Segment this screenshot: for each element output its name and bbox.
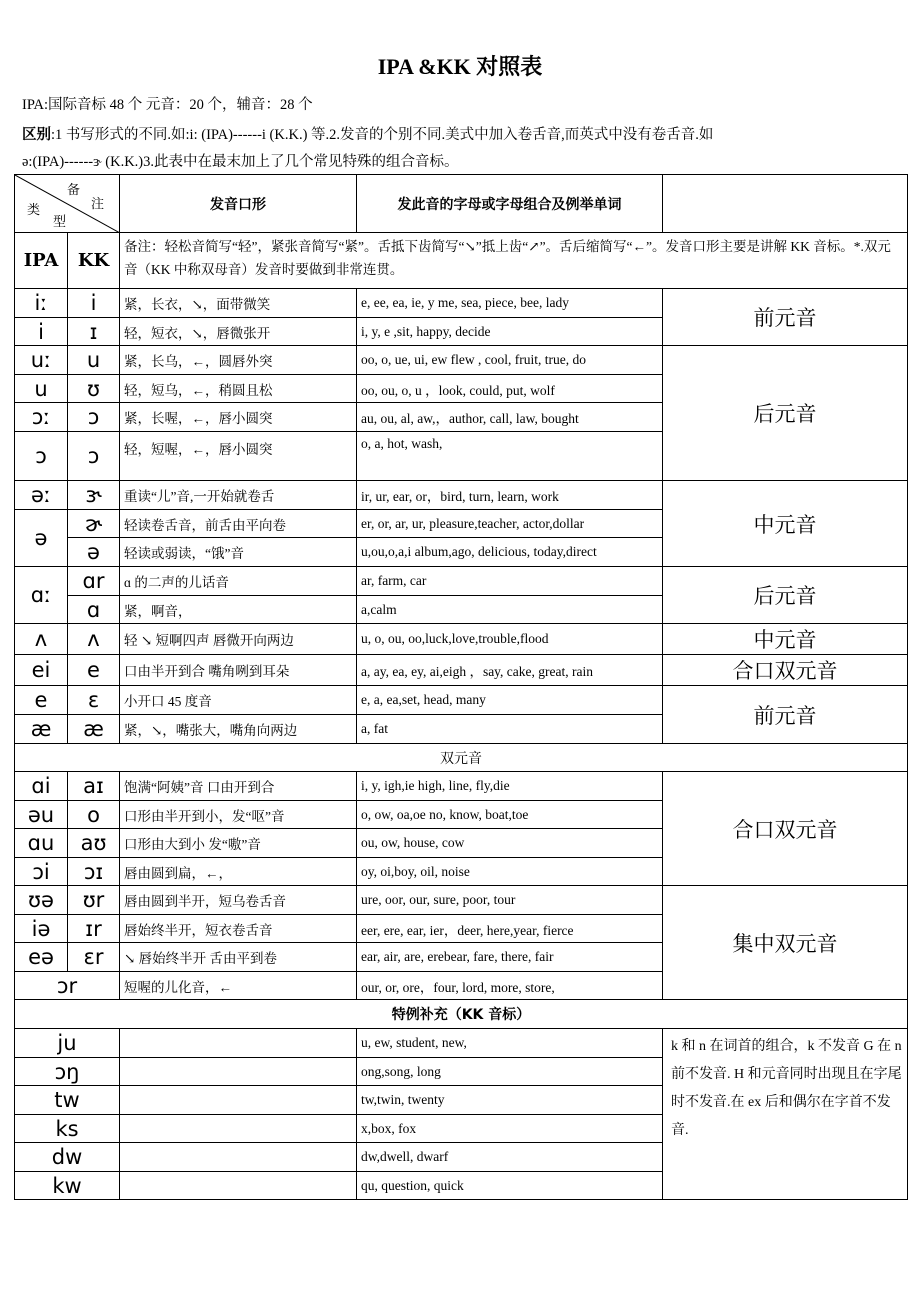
table-row	[15, 481, 908, 510]
ipa-symbol: u	[15, 375, 68, 403]
examples: au, ou, al, aw,，author, call, law, bought	[357, 403, 663, 432]
ipa-symbol: əu	[15, 801, 68, 829]
mouth-desc: 轻，短乌，←，稍圆且松	[120, 375, 357, 403]
ipa-symbol: iː	[15, 289, 68, 318]
mouth-desc: 紧，↘，嘴张大，嘴角向两边	[120, 715, 357, 744]
table-row	[15, 772, 908, 801]
mouth-desc	[120, 1086, 357, 1115]
examples: i, y, igh,ie high, line, fly,die	[357, 772, 663, 801]
header-row	[15, 175, 908, 233]
kk-symbol: ju	[15, 1029, 120, 1058]
kk-header: KK	[68, 233, 120, 289]
examples: oo, ou, o, u ，look, could, put, wolf	[357, 375, 663, 403]
examples: oy, oi,boy, oil, noise	[357, 858, 663, 886]
intro-line-2	[22, 126, 902, 144]
mouth-desc: 紧，啊音，	[120, 596, 357, 624]
examples: a, ay, ea, ey, ai,eigh ，say, cake, great, rain	[357, 655, 663, 686]
examples: qu, question, quick	[357, 1172, 663, 1200]
kk-symbol: ɪ	[68, 318, 120, 346]
examples: u, o, ou, oo,luck,love,trouble,flood	[357, 624, 663, 655]
examples: our, or, ore，four, lord, more, store,	[357, 972, 663, 1000]
ipa-header: IPA	[15, 233, 68, 289]
table-row	[15, 346, 908, 375]
examples: tw,twin, twenty	[357, 1086, 663, 1115]
col-examples-header: 发此音的字母或字母组合及例举单词	[357, 175, 663, 233]
kk-symbol: ɔ	[68, 432, 120, 481]
examples: ar, farm, car	[357, 567, 663, 596]
ipa-symbol: ei	[15, 655, 68, 686]
kk-symbol: ə	[68, 538, 120, 567]
mouth-desc: 轻 ↘ 短啊四声 唇微开向两边	[120, 624, 357, 655]
mouth-desc: 口由半开到合 嘴角咧到耳朵	[120, 655, 357, 686]
mouth-desc: 轻，短喔，←，唇小圆突	[120, 432, 357, 481]
ipa-symbol: ə	[15, 510, 68, 567]
mouth-desc: 轻读卷舌音，前舌由平向卷	[120, 510, 357, 538]
category-closing: 合口双元音	[663, 772, 908, 886]
examples: oo, o, ue, ui, ew flew , cool, fruit, true, do	[357, 346, 663, 375]
kk-symbol: ɛ	[68, 686, 120, 715]
note-text: 备注：轻松音简写“轻”，紧张音简写“紧”。舌抵下齿简写“↘”抵上齿“↗”。舌后缩简写“←”。发音口形主要是讲解 KK 音标。*.双元音（KK 中称双母音）发音时要做到非常连贯。	[120, 233, 908, 289]
ipa-symbol: iə	[15, 915, 68, 943]
ipa-symbol: ɑi	[15, 772, 68, 801]
kk-symbol: ɑr	[68, 567, 120, 596]
ipa-symbol: eə	[15, 943, 68, 972]
mouth-desc: 小开口 45 度音	[120, 686, 357, 715]
diphthong-title: 双元音	[15, 744, 908, 772]
examples: x,box, fox	[357, 1115, 663, 1143]
ipa-symbol: ɑː	[15, 567, 68, 624]
kk-symbol: ks	[15, 1115, 120, 1143]
kk-symbol: ɪr	[68, 915, 120, 943]
kk-symbol: e	[68, 655, 120, 686]
table-row	[15, 655, 908, 686]
examples: ear, air, are, erebear, fare, there, fair	[357, 943, 663, 972]
ipa-symbol: ɑu	[15, 829, 68, 858]
mouth-desc: 饱满“阿姨”音 口由开到合	[120, 772, 357, 801]
table-row	[15, 289, 908, 318]
corner-label-d: 型	[53, 215, 67, 230]
examples: i, y, e ,sit, happy, decide	[357, 318, 663, 346]
table-row	[15, 1029, 908, 1058]
kk-symbol: ʊr	[68, 886, 120, 915]
mouth-desc: ɑ 的二声的儿话音	[120, 567, 357, 596]
kk-symbol: tw	[15, 1086, 120, 1115]
kk-symbol: i	[68, 289, 120, 318]
mouth-desc	[120, 1029, 357, 1058]
category-front: 前元音	[663, 289, 908, 346]
kk-symbol: ɔ	[68, 403, 120, 432]
table-row	[15, 686, 908, 715]
kk-symbol: aʊ	[68, 829, 120, 858]
mouth-desc: 轻读或弱读，“饿”音	[120, 538, 357, 567]
examples: ong,song, long	[357, 1058, 663, 1086]
ipa-symbol: ʌ	[15, 624, 68, 655]
kk-symbol: ɝ	[68, 481, 120, 510]
mouth-desc	[120, 1115, 357, 1143]
mouth-desc: 口形由半开到小，发“呕”音	[120, 801, 357, 829]
ipa-symbol: uː	[15, 346, 68, 375]
mouth-desc: 唇由圆到扁，←，	[120, 858, 357, 886]
ipa-symbol: ɔr	[15, 972, 120, 1000]
section-row	[15, 744, 908, 772]
examples: o, a, hot, wash,	[357, 432, 663, 481]
examples: e, a, ea,set, head, many	[357, 686, 663, 715]
table-row	[15, 624, 908, 655]
category-front: 前元音	[663, 686, 908, 744]
note-row	[15, 233, 908, 289]
examples: u, ew, student, new,	[357, 1029, 663, 1058]
intro-line-2-text: :1 书写形式的不同.如:i: (IPA)------i (K.K.) 等.2.发音的个别不同.美式中加入卷舌音,而英式中没有卷舌音.如	[51, 127, 714, 143]
intro-line-3: ə:(IPA)------ɝ (K.K.)3.此表中在最末加上了几个常见特殊的组合音标。	[22, 154, 459, 170]
ipa-symbol: ɔi	[15, 858, 68, 886]
mouth-desc: 紧，长乌，←，圆唇外突	[120, 346, 357, 375]
examples: o, ow, oa,oe no, know, boat,toe	[357, 801, 663, 829]
category-back: 后元音	[663, 346, 908, 481]
category-centering: 集中双元音	[663, 886, 908, 1000]
kk-symbol: u	[68, 346, 120, 375]
mouth-desc: 唇由圆到半开，短乌卷舌音	[120, 886, 357, 915]
ipa-symbol: əː	[15, 481, 68, 510]
examples: eer, ere, ear, ier，deer, here,year, fierce	[357, 915, 663, 943]
kk-symbol: ɑ	[68, 596, 120, 624]
ipa-symbol: ʊə	[15, 886, 68, 915]
kk-symbol: aɪ	[68, 772, 120, 801]
kk-symbol: ɔŋ	[15, 1058, 120, 1086]
table-row	[15, 567, 908, 596]
mouth-desc: 短喔的儿化音，←	[120, 972, 357, 1000]
phonetic-table	[14, 174, 908, 1200]
kk-symbol: ɛr	[68, 943, 120, 972]
examples: ir, ur, ear, or，bird, turn, learn, work	[357, 481, 663, 510]
mouth-desc: 口形由大到小 发“嗷”音	[120, 829, 357, 858]
mouth-desc	[120, 1172, 357, 1200]
examples: dw,dwell, dwarf	[357, 1143, 663, 1172]
special-title: 特例补充（KK 音标）	[15, 1000, 908, 1029]
page-title: IPA &KK 对照表	[377, 54, 543, 79]
col-category-header	[663, 175, 908, 233]
table-row	[15, 886, 908, 915]
section-row	[15, 1000, 908, 1029]
examples: u,ou,o,a,i album,ago, delicious, today,direct	[357, 538, 663, 567]
mouth-desc: ↘ 唇始终半开 舌由平到卷	[120, 943, 357, 972]
ipa-symbol: i	[15, 318, 68, 346]
intro-label: 区别	[22, 127, 51, 143]
kk-symbol: ɚ	[68, 510, 120, 538]
mouth-desc	[120, 1143, 357, 1172]
mouth-desc: 重读“儿”音,一开始就卷舌	[120, 481, 357, 510]
ipa-symbol: ɔː	[15, 403, 68, 432]
mouth-desc: 紧，长衣，↘，面带微笑	[120, 289, 357, 318]
corner-cell	[15, 175, 120, 233]
examples: a, fat	[357, 715, 663, 744]
ipa-symbol: ɔ	[15, 432, 68, 481]
category-back: 后元音	[663, 567, 908, 624]
examples: a,calm	[357, 596, 663, 624]
intro-line-1: IPA:国际音标 48 个 元音：20 个，辅音：28 个	[22, 97, 313, 113]
kk-symbol: o	[68, 801, 120, 829]
mouth-desc: 轻，短衣，↘，唇微张开	[120, 318, 357, 346]
kk-symbol: ʊ	[68, 375, 120, 403]
corner-label-b: 注	[91, 197, 105, 212]
kk-symbol: æ	[68, 715, 120, 744]
category-central: 中元音	[663, 481, 908, 567]
mouth-desc: 紧，长喔，←，唇小圆突	[120, 403, 357, 432]
mouth-desc: 唇始终半开，短衣卷舌音	[120, 915, 357, 943]
kk-symbol: dw	[15, 1143, 120, 1172]
corner-label-c: 类	[27, 203, 41, 218]
mouth-desc	[120, 1058, 357, 1086]
examples: er, or, ar, ur, pleasure,teacher, actor,dollar	[357, 510, 663, 538]
ipa-symbol: e	[15, 686, 68, 715]
category-central: 中元音	[663, 624, 908, 655]
kk-symbol: kw	[15, 1172, 120, 1200]
col-mouth-header: 发音口形	[120, 175, 357, 233]
examples: ou, ow, house, cow	[357, 829, 663, 858]
examples: e, ee, ea, ie, y me, sea, piece, bee, lady	[357, 289, 663, 318]
kk-symbol: ɔɪ	[68, 858, 120, 886]
examples: ure, oor, our, sure, poor, tour	[357, 886, 663, 915]
special-note: k 和 n 在词首的组合，k 不发音 G 在 n 前不发音. H 和元音同时出现且在字尾时不发音.在 ex 后和偶尔在字首不发音.	[663, 1029, 908, 1200]
corner-label-a: 备	[67, 183, 81, 198]
ipa-symbol: æ	[15, 715, 68, 744]
category-closing: 合口双元音	[663, 655, 908, 686]
kk-symbol: ʌ	[68, 624, 120, 655]
